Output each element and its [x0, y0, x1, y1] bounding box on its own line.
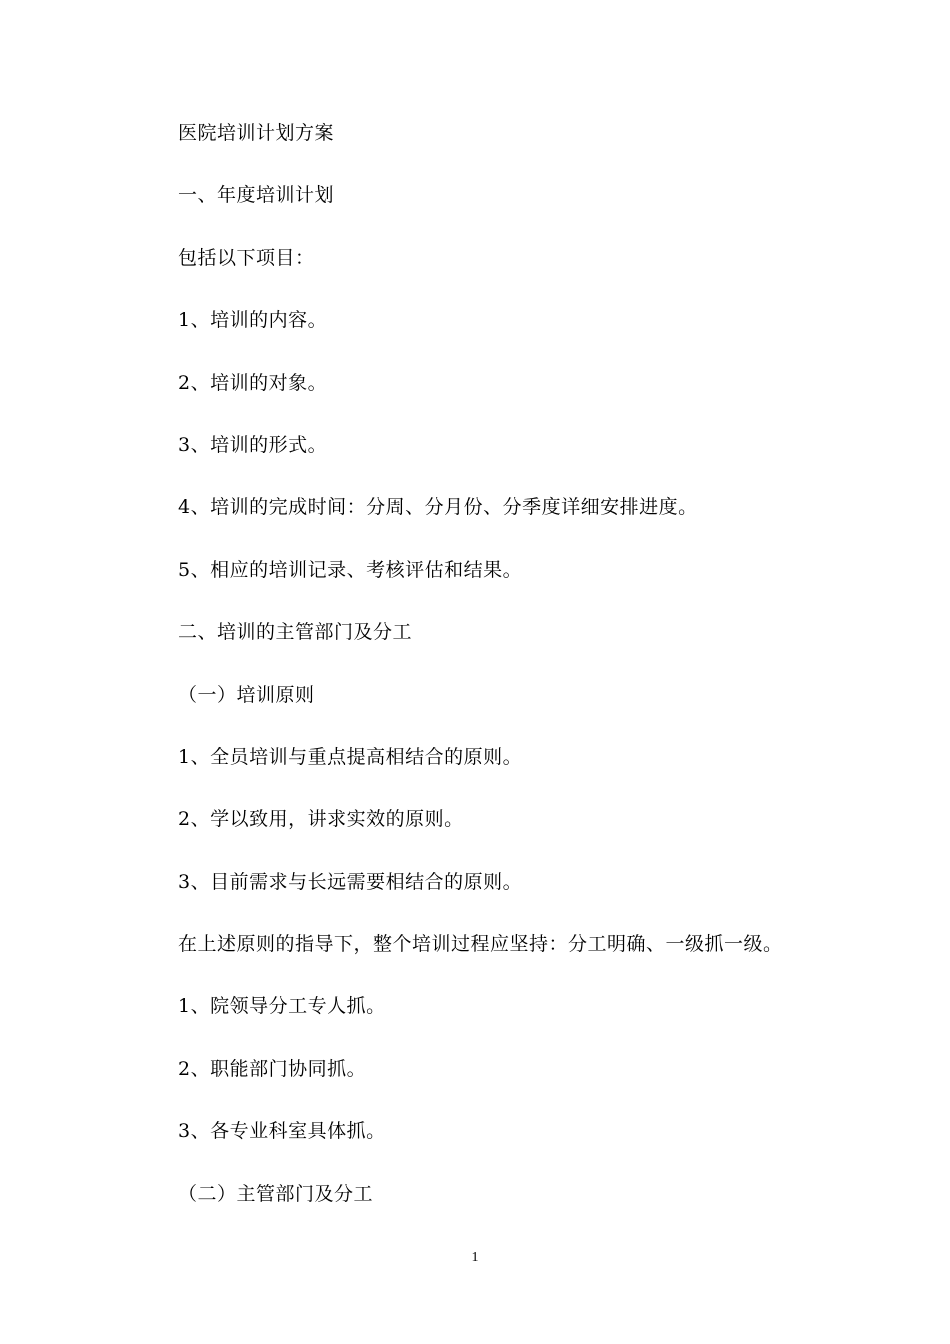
- list-item: 3、目前需求与长远需要相结合的原则。: [178, 870, 523, 893]
- list-item: 3、培训的形式。: [178, 433, 328, 456]
- paragraph-guideline: 在上述原则的指导下，整个培训过程应坚持：分工明确、一级抓一级。: [178, 933, 783, 956]
- list-item: 4、培训的完成时间：分周、分月份、分季度详细安排进度。: [178, 496, 698, 519]
- paragraph-intro: 包括以下项目：: [178, 246, 315, 269]
- subsection-heading-2: （二）主管部门及分工: [178, 1182, 374, 1205]
- list-item: 1、全员培训与重点提高相结合的原则。: [178, 745, 523, 768]
- list-item: 3、各专业科室具体抓。: [178, 1120, 386, 1143]
- page-number: 1: [471, 1250, 479, 1265]
- list-item: 2、学以致用，讲求实效的原则。: [178, 808, 464, 831]
- list-item: 1、院领导分工专人抓。: [178, 995, 386, 1018]
- list-item: 2、培训的对象。: [178, 371, 328, 394]
- list-item: 5、相应的培训记录、考核评估和结果。: [178, 558, 523, 581]
- section-heading-2: 二、培训的主管部门及分工: [178, 621, 413, 644]
- list-item: 1、培训的内容。: [178, 309, 328, 332]
- document-title: 医院培训计划方案: [178, 122, 335, 144]
- document-body: [178, 120, 818, 1243]
- list-item: 2、职能部门协同抓。: [178, 1057, 367, 1080]
- section-heading-1: 一、年度培训计划: [178, 184, 335, 207]
- subsection-heading-1: （一）培训原则: [178, 683, 315, 706]
